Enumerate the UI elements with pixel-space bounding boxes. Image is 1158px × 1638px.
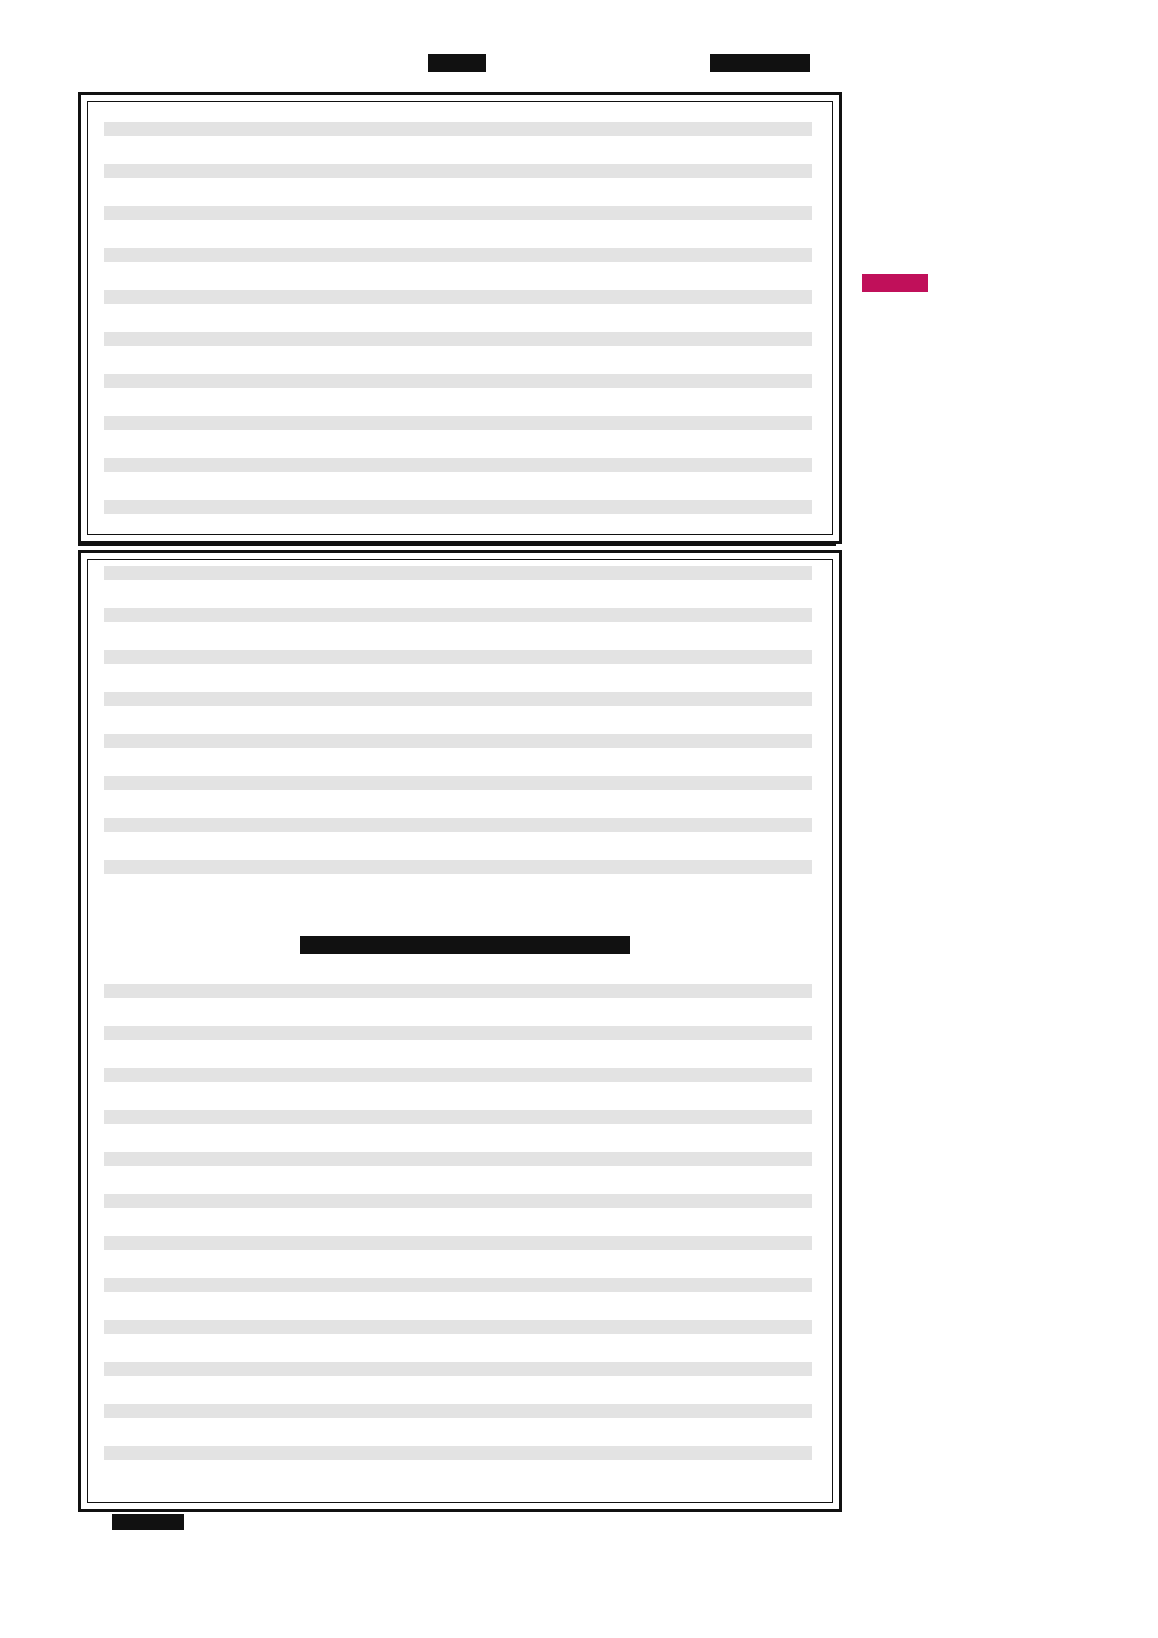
catchword-mark [112, 1514, 184, 1530]
chapter-heading-mark [300, 936, 630, 954]
lower-text-block-upper [104, 566, 812, 896]
header-mark [710, 54, 810, 72]
lower-text-block-lower [104, 984, 812, 1484]
main-divider [78, 544, 836, 546]
page-number-mark [428, 54, 486, 72]
margin-number-mark [862, 274, 928, 292]
upper-text-block [104, 122, 812, 522]
